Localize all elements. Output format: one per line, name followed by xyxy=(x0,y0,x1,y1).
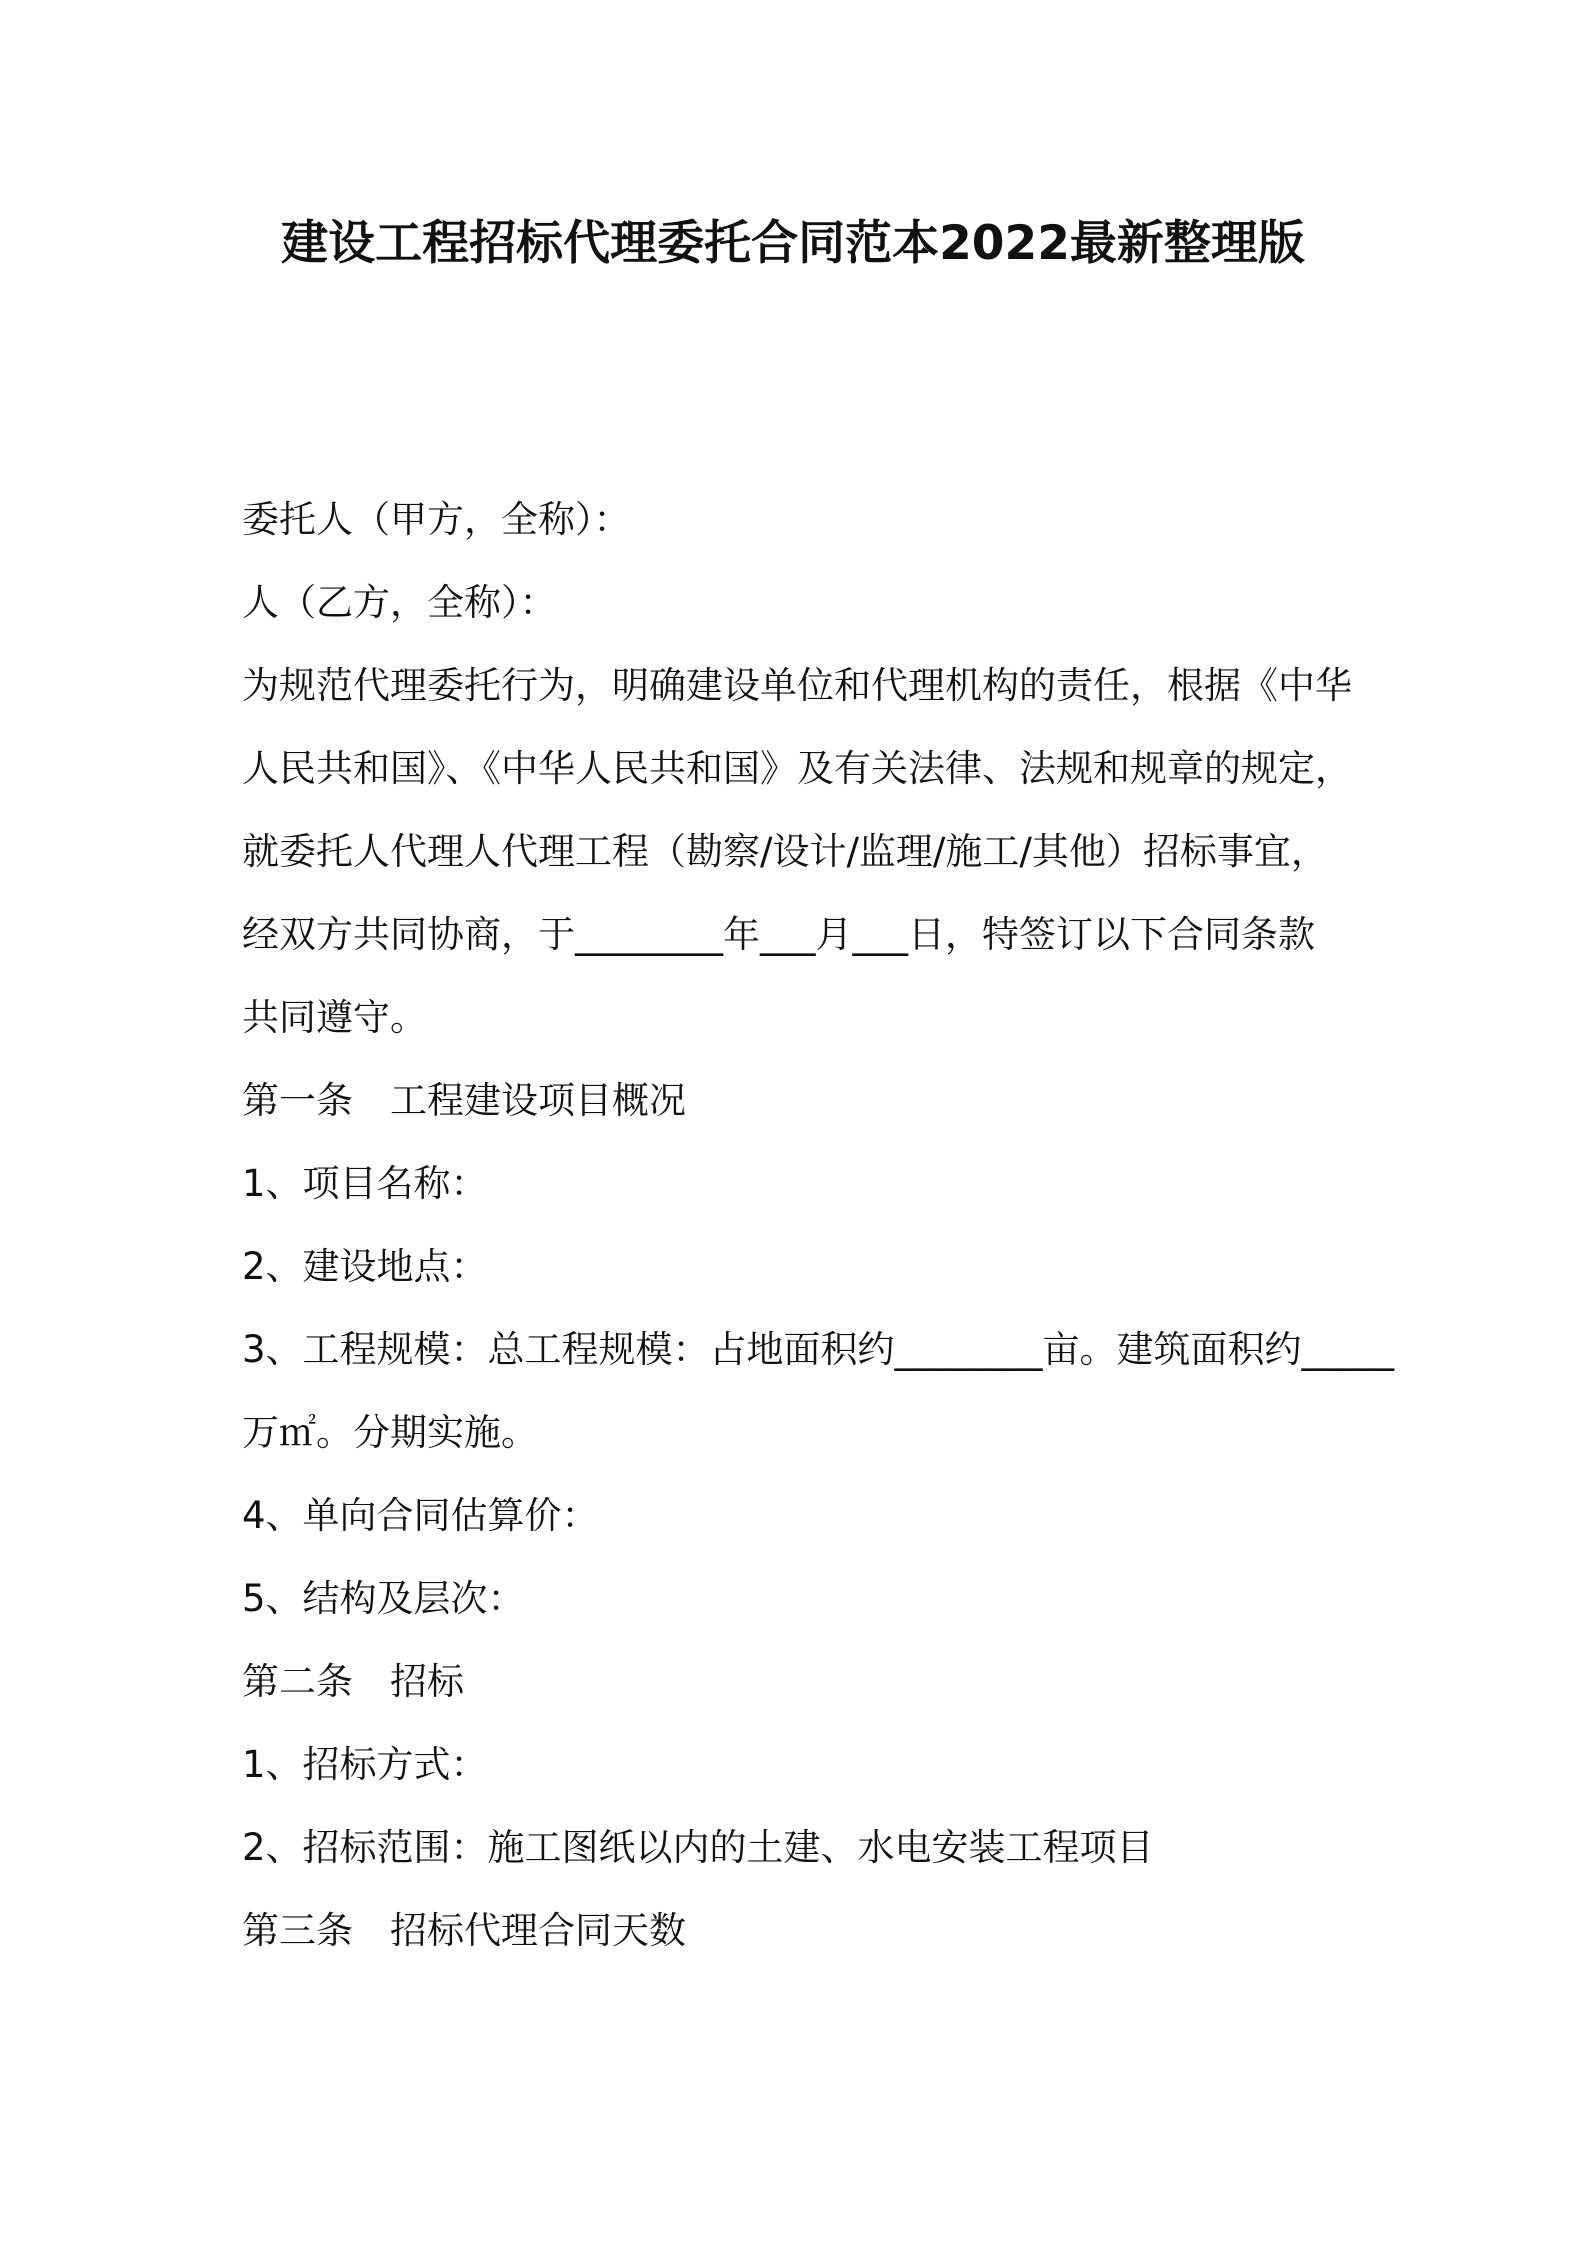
preamble-line: 共同遵守。 xyxy=(242,996,427,1039)
party-a-line: 委托人（甲方，全称）： xyxy=(242,498,631,541)
clause-item: 万㎡。分期实施。 xyxy=(242,1411,538,1454)
article-heading: 第一条 工程建设项目概况 xyxy=(242,1079,686,1122)
preamble-line: 人民共和国》、《中华人民共和国》及有关法律、法规和规章的规定， xyxy=(242,747,1352,790)
clause-item: 1、项目名称： xyxy=(242,1162,488,1205)
preamble-line: 为规范代理委托行为，明确建设单位和代理机构的责任，根据《中华 xyxy=(242,664,1352,707)
clause-item: 5、结构及层次： xyxy=(242,1577,525,1620)
document-title: 建设工程招标代理委托合同范本2022最新整理版 xyxy=(281,216,1305,271)
preamble-line: 就委托人代理人代理工程（勘察/设计/监理/施工/其他）招标事宜， xyxy=(242,830,1328,873)
article-heading: 第二条 招标 xyxy=(242,1660,464,1703)
clause-item: 2、建设地点： xyxy=(242,1245,488,1288)
document-body xyxy=(242,490,1395,1984)
party-b-line: 人（乙方，全称）： xyxy=(242,581,557,624)
clause-item: 2、招标范围：施工图纸以内的土建、水电安装工程项目 xyxy=(242,1826,1154,1869)
article-heading: 第三条 招标代理合同天数 xyxy=(242,1909,686,1952)
clause-item: 4、单向合同估算价： xyxy=(242,1494,599,1537)
clause-item: 1、招标方式： xyxy=(242,1743,488,1786)
preamble-line: 经双方共同协商，于________年___月___日，特签订以下合同条款 xyxy=(242,913,1315,956)
clause-item: 3、工程规模：总工程规模：占地面积约________亩。建筑面积约_____ xyxy=(242,1328,1395,1371)
